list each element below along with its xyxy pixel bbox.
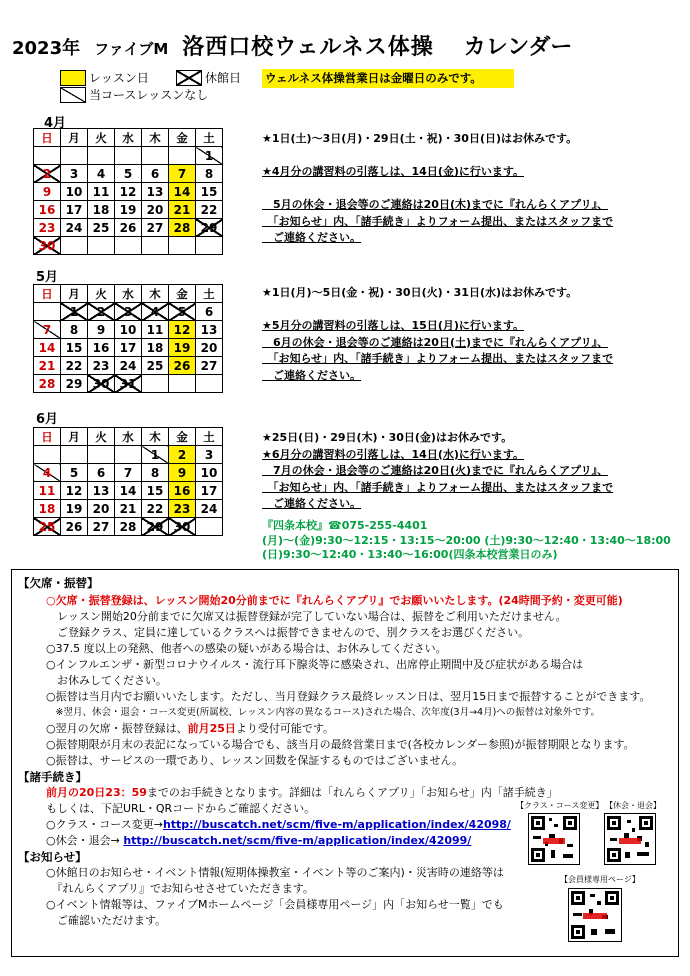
calendar-day: 12 [169,321,196,339]
calendar-day: 21 [34,357,61,375]
calendar-day: 6 [142,165,169,183]
absence-line-4: ○37.5 度以上の発熱、他者への感染の疑いがある場合は、お休みしてください。 [46,642,447,655]
calendar-day: 10 [115,321,142,339]
calendar-day: 27 [142,219,169,237]
calendar-day: 5 [115,165,142,183]
weekday-header: 水 [115,129,142,147]
notes-june [262,430,613,513]
notice-section-title: 【お知らせ】 [18,850,87,864]
calendar-day: 2 [169,446,196,464]
calendar-day [169,237,196,255]
info-box [11,569,679,957]
absence-line-11: ○振替は、サービスの一環であり、レッスン回数を保証するものではございません。 [46,754,464,767]
calendar-week-row [34,321,223,339]
calendar-day: 16 [88,339,115,357]
calendar-day: 6 [88,464,115,482]
calendar-day: 2 [34,165,61,183]
calendar-day: 6 [196,303,223,321]
weekday-header: 木 [142,285,169,303]
weekday-header: 火 [88,129,115,147]
weekday-header: 金 [169,129,196,147]
legend-no-lesson-label: 当コースレッスンなし [89,88,209,102]
calendar-day: 29 [142,518,169,536]
weekday-header-row [34,129,223,147]
notice-line-3: ○イベント情報等は、ファイブMホームページ「会員様専用ページ」内「お知らせ一覧」でも [46,898,504,911]
note-line: 5月の休会・退会等のご連絡は20日(木)までに『れんらくアプリ』、 [262,198,609,211]
calendar-day: 11 [88,183,115,201]
procedure-line-1 [46,785,558,800]
calendar-day [115,237,142,255]
notice-line-1: ○休館日のお知らせ・イベント情報(短期体操教室・イベント等のご案内)・災害時の連絡等は [46,866,504,879]
calendar-day: 19 [115,201,142,219]
calendar-day [34,446,61,464]
calendar-day [196,375,223,393]
title-main: 洛西口校ウェルネス体操 [182,35,434,60]
calendar-day: 24 [61,219,88,237]
calendar-day: 30 [34,237,61,255]
calendar-day: 8 [142,464,169,482]
calendar-day [61,237,88,255]
calendar-day: 16 [169,482,196,500]
calendar-day: 19 [169,339,196,357]
calendar-day [169,147,196,165]
calendar-day: 1 [142,446,169,464]
class-change-link[interactable]: http://buscatch.net/scm/five-m/application/index/42098/ [162,818,511,831]
calendar-day: 5 [169,303,196,321]
absence-line-6: お休みしてください。 [46,674,167,687]
calendar-day: 4 [88,165,115,183]
qr-pattern-icon [529,814,579,864]
absence-line-10: ○振替期限が月末の表記になっている場合でも、該当月の最終営業日まで(各校カレンダー参照)が振替期限となります。 [46,738,635,751]
weekday-header: 土 [196,129,223,147]
weekday-header: 日 [34,428,61,446]
calendar-week-row [34,183,223,201]
calendar-day: 4 [142,303,169,321]
calendar-day: 30 [88,375,115,393]
calendar-week-row [34,219,223,237]
calendar-day: 7 [115,464,142,482]
calendar-day: 3 [61,165,88,183]
note-line [262,302,613,319]
calendar-week-row [34,147,223,165]
calendar-day: 9 [34,183,61,201]
contact-name: 『四条本校』☎075-255-4401 [262,519,428,532]
calendar-april [33,128,223,255]
calendar-day: 17 [61,201,88,219]
weekday-header-row [34,285,223,303]
calendar-may [33,284,223,393]
calendar-week-row [34,165,223,183]
calendar-day: 21 [169,201,196,219]
procedure-section-title: 【諸手続き】 [18,770,87,784]
weekday-header: 日 [34,129,61,147]
calendar-day: 13 [196,321,223,339]
weekday-header: 火 [88,285,115,303]
calendar-day: 7 [34,321,61,339]
qr-code-class-change[interactable] [528,813,580,865]
legend-lesson-swatch [60,70,86,86]
calendar-day: 19 [61,500,88,518]
calendar-day: 17 [115,339,142,357]
calendar-day: 7 [169,165,196,183]
notes-april [262,131,613,247]
calendar-day: 18 [34,500,61,518]
calendar-day: 3 [196,446,223,464]
note-line: ご連絡ください。 [262,231,361,244]
withdraw-label: ○休会・退会→ [46,834,124,847]
calendar-day: 20 [88,500,115,518]
note-line [262,148,613,165]
notice-banner: ウェルネス体操営業日は金曜日のみです。 [262,69,514,88]
title-year: 2023年 [12,38,81,59]
calendar-day: 1 [196,147,223,165]
calendar-day: 20 [142,201,169,219]
absence-line-5: ○インフルエンザ・新型コロナウイルス・流行耳下腺炎等に感染され、出席停止期間中及び症状がある場合は [46,658,584,671]
note-line: ★25日(日)・29日(木)・30日(金)はお休みです。 [262,431,513,444]
notice-line-2: 『れんらくアプリ』でお知らせさせていただきます。 [46,882,314,895]
weekday-header: 土 [196,285,223,303]
weekday-header: 月 [61,285,88,303]
notes-may [262,285,613,384]
page-title [12,30,682,64]
calendar-day: 26 [115,219,142,237]
qr-code-member-page[interactable] [568,888,622,942]
weekday-header: 水 [115,285,142,303]
calendar-day: 10 [61,183,88,201]
title-calendar: カレンダー [463,35,573,60]
weekday-header: 木 [142,428,169,446]
note-line: 「お知らせ」内、「諸手続き」よりフォーム提出、またはスタッフまで [262,214,614,228]
calendar-day: 8 [61,321,88,339]
calendar-week-row [34,518,223,536]
calendar-day: 2 [88,303,115,321]
procedure-line-4 [46,833,471,848]
calendar-day: 23 [34,219,61,237]
calendar-day [142,375,169,393]
absence-line-9-c: より受付可能です。 [235,722,335,735]
notice-line-4: ご確認いただけます。 [46,914,167,927]
weekday-header: 日 [34,285,61,303]
calendar-day [196,237,223,255]
calendar-day: 1 [61,303,88,321]
note-line: ★1日(土)～3日(月)・29日(土・祝)・30日(日)はお休みです。 [262,132,578,145]
note-line: ★4月分の講習料の引落しは、14日(金)に行います。 [262,165,524,178]
calendar-day [169,375,196,393]
weekday-header-row [34,428,223,446]
calendar-day: 22 [142,500,169,518]
note-line: 「お知らせ」内、「諸手続き」よりフォーム提出、またはスタッフまで [262,352,614,365]
absence-line-8: ※翌月、休会・退会・コース変更(所属校、レッスン内容の異なるコース)された場合、次年度(3月→4月)への振替は対象外です。 [46,707,601,718]
calendar-day [34,147,61,165]
class-change-label: ○クラス・コース変更→ [46,818,163,831]
contact-hours-1: (月)～(金)9:30～12:15・13:15～20:00 (土)9:30～12:40・13:40～18:00 [262,534,671,547]
qr-label-class-change: 【クラス・コース変更】 [516,801,604,810]
calendar-day: 22 [61,357,88,375]
note-line: 7月の休会・退会等のご連絡は20日(火)までに『れんらくアプリ』、 [262,464,609,477]
calendar-day: 31 [115,375,142,393]
calendar-week-row [34,339,223,357]
calendar-day: 12 [115,183,142,201]
calendar-day: 25 [34,518,61,536]
absence-line-9-date: 前月25日 [187,722,236,735]
month-label-may: 5月 [36,270,59,285]
calendar-day: 23 [169,500,196,518]
calendar-day [88,237,115,255]
calendar-day: 15 [61,339,88,357]
legend-closed-swatch [176,70,202,86]
calendar-day: 14 [169,183,196,201]
calendar-day: 12 [61,482,88,500]
calendar-week-row [34,303,223,321]
calendar-day: 14 [34,339,61,357]
calendar-week-row [34,201,223,219]
calendar-day [61,446,88,464]
weekday-header: 火 [88,428,115,446]
calendar-week-row [34,464,223,482]
calendar-day: 28 [34,375,61,393]
calendar-day: 4 [34,464,61,482]
note-line: ご連絡ください。 [262,368,361,382]
calendar-day: 9 [88,321,115,339]
calendar-day [142,147,169,165]
calendar-day: 18 [88,201,115,219]
weekday-header: 月 [61,129,88,147]
calendar-day: 20 [196,339,223,357]
calendar-day: 11 [142,321,169,339]
procedure-line-1-rest: までのお手続きとなります。詳細は「れんらくアプリ」「お知らせ」内「諸手続き」 [146,786,558,799]
withdraw-link[interactable]: http://buscatch.net/scm/five-m/application/index/42099/ [123,834,472,847]
calendar-day: 27 [88,518,115,536]
calendar-day: 30 [169,518,196,536]
calendar-day: 17 [196,482,223,500]
calendar-day: 22 [196,201,223,219]
note-line: ★5月分の講習料の引落しは、15日(月)に行います。 [262,319,524,332]
absence-line-1: ○欠席・振替登録は、レッスン開始20分前までに『れんらくアプリ』でお願いいたします。(24時間予約・変更可能) [46,594,623,607]
calendar-day: 27 [196,357,223,375]
qr-pattern-icon [569,889,621,941]
calendar-day: 28 [169,219,196,237]
calendar-day [61,147,88,165]
calendar-day: 13 [88,482,115,500]
calendar-day: 11 [34,482,61,500]
calendar-day: 24 [196,500,223,518]
qr-label-withdraw: 【休会・退会】 [605,801,661,810]
calendar-day: 15 [142,482,169,500]
calendar-week-row [34,375,223,393]
calendar-week-row [34,482,223,500]
procedure-line-3 [46,817,511,832]
calendar-day: 21 [115,500,142,518]
calendar-day: 8 [196,165,223,183]
qr-code-withdraw[interactable] [604,813,656,865]
month-label-april: 4月 [44,116,67,131]
legend-no-lesson-swatch [60,87,86,103]
absence-section-title: 【欠席・振替】 [18,576,99,590]
calendar-day [115,446,142,464]
procedure-deadline: 前月の20日23：59 [46,786,147,799]
calendar-day: 13 [142,183,169,201]
note-line [262,181,613,198]
calendar-day: 16 [34,201,61,219]
procedure-line-2: もしくは、下記URL・QRコードからご確認ください。 [46,802,316,815]
absence-line-7: ○振替は当月内でお願いいたします。ただし、当月登録クラス最終レッスン日は、翌月15日まで振替することができます。 [46,690,651,703]
note-line: ★6月分の講習料の引落しは、14日(水)に行います。 [262,447,524,461]
calendar-day: 18 [142,339,169,357]
calendar-day [196,518,223,536]
note-line: ★1日(月)～5日(金・祝)・30日(火)・31日(水)はお休みです。 [262,286,578,299]
calendar-day: 24 [115,357,142,375]
calendar-day: 29 [61,375,88,393]
absence-line-2: レッスン開始20分前までに欠席又は振替登録が完了していない場合は、振替をご利用いただけません。 [46,610,567,623]
calendar-week-row [34,237,223,255]
calendar-day [88,147,115,165]
calendar-day [34,303,61,321]
note-line: 6月の休会・退会等のご連絡は20日(土)までに『れんらくアプリ』、 [262,335,609,349]
calendar-day: 29 [196,219,223,237]
calendar-day: 25 [142,357,169,375]
absence-line-9 [46,721,334,736]
contact-hours-2: (日)9:30～12:40・13:40～16:00(四条本校営業日のみ) [262,548,558,561]
calendar-week-row [34,500,223,518]
month-label-june: 6月 [36,412,59,427]
calendar-day: 10 [196,464,223,482]
weekday-header: 土 [196,428,223,446]
note-line: ご連絡ください。 [262,497,361,510]
calendar-day: 5 [61,464,88,482]
legend-closed-label: 休館日 [205,71,242,85]
calendar-day: 15 [196,183,223,201]
calendar-day [88,446,115,464]
legend-lesson-label: レッスン日 [89,71,149,85]
qr-pattern-icon [605,814,655,864]
calendar-day: 25 [88,219,115,237]
weekday-header: 金 [169,285,196,303]
calendar-day: 26 [61,518,88,536]
calendar-day [142,237,169,255]
calendar-day [115,147,142,165]
note-line: 「お知らせ」内、「諸手続き」よりフォーム提出、またはスタッフまで [262,480,614,494]
weekday-header: 月 [61,428,88,446]
calendar-day: 9 [169,464,196,482]
calendar-june [33,427,223,536]
weekday-header: 水 [115,428,142,446]
calendar-week-row [34,357,223,375]
absence-line-3: ご登録クラス、定員に達しているクラスへは振替できませんので、別クラスをお選びください。 [46,626,530,639]
title-brand: ファイブM [94,40,169,58]
absence-line-9-a: ○翌月の欠席・振替登録は、 [46,722,188,735]
weekday-header: 金 [169,428,196,446]
calendar-day: 23 [88,357,115,375]
qr-label-member-page: 【会員様専用ページ】 [560,875,640,884]
calendar-day: 26 [169,357,196,375]
calendar-day: 28 [115,518,142,536]
calendar-day: 3 [115,303,142,321]
calendar-day: 14 [115,482,142,500]
weekday-header: 木 [142,129,169,147]
calendar-week-row [34,446,223,464]
